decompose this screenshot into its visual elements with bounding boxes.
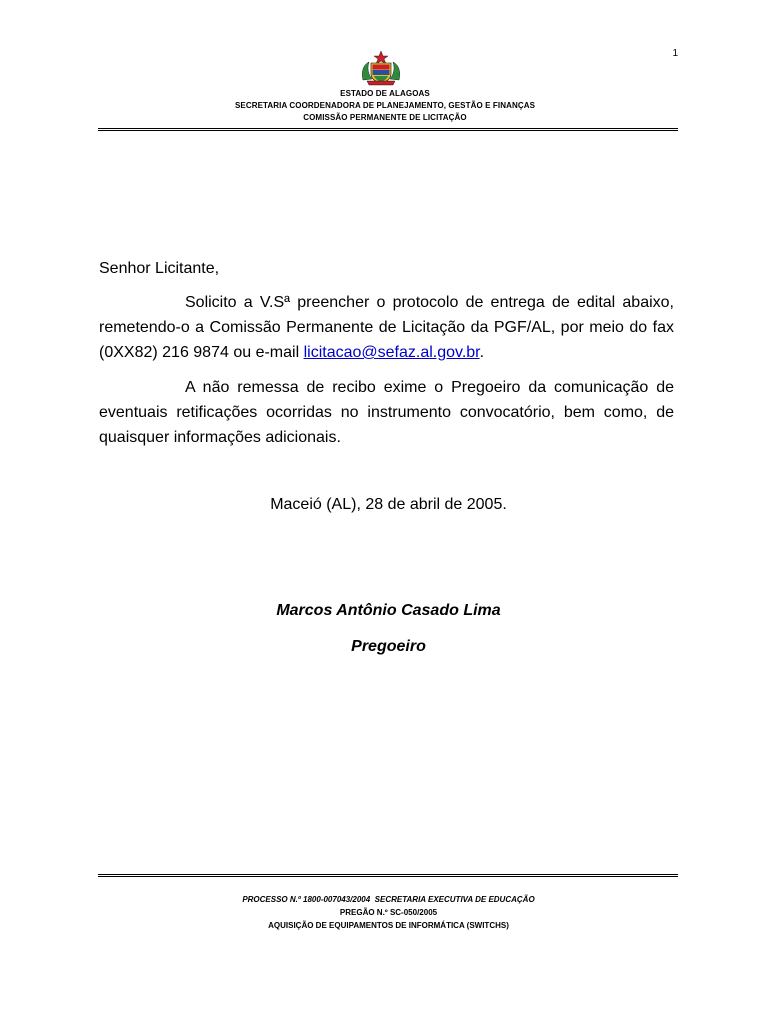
footer-secretaria: SECRETARIA EXECUTIVA DE EDUCAÇÃO: [374, 895, 535, 904]
date-line: Maceió (AL), 28 de abril de 2005.: [270, 496, 507, 513]
alagoas-coat-of-arms-icon: [359, 50, 403, 86]
header-commission: COMISSÃO PERMANENTE DE LICITAÇÃO: [303, 113, 467, 122]
footer-objeto: AQUISIÇÃO DE EQUIPAMENTOS DE INFORMÁTICA (SWITCHS): [268, 921, 509, 930]
greeting: Senhor Licitante,: [99, 260, 220, 277]
footer-divider: [98, 874, 678, 877]
signer-name: Marcos Antônio Casado Lima: [276, 602, 501, 619]
paragraph-request-end: .: [479, 344, 485, 361]
footer-processo: PROCESSO N.º 1800-007043/2004: [242, 895, 371, 904]
footer-pregao: PREGÃO N.º SC-050/2005: [339, 908, 438, 917]
footer-line-1: [0, 893, 770, 906]
paragraph-request-text: Solicito a V.Sª preencher o protocolo de entrega de edital abaixo, remetendo-o a Comissão Permanente de Licitação da PGF/AL, por meio do fax (0XX82) 216 9874 ou e-mail: [99, 294, 674, 361]
header-state: ESTADO DE ALAGOAS: [340, 89, 430, 98]
page-number: 1: [672, 48, 678, 59]
footer: [0, 893, 770, 932]
paragraph-request: [99, 290, 674, 365]
letterhead: [0, 88, 770, 124]
signer-role: Pregoeiro: [351, 638, 426, 655]
email-link[interactable]: licitacao@sefaz.al.gov.br: [303, 344, 480, 361]
header-secretariat: SECRETARIA COORDENADORA DE PLANEJAMENTO, GESTÃO E FINANÇAS: [234, 101, 536, 110]
paragraph-notice: A não remessa de recibo exime o Pregoeiro da comunicação de eventuais retificações ocorridas no instrumento convocatório, bem como, de quaisquer informações adicionais.: [99, 379, 674, 446]
header-divider: [98, 128, 678, 131]
